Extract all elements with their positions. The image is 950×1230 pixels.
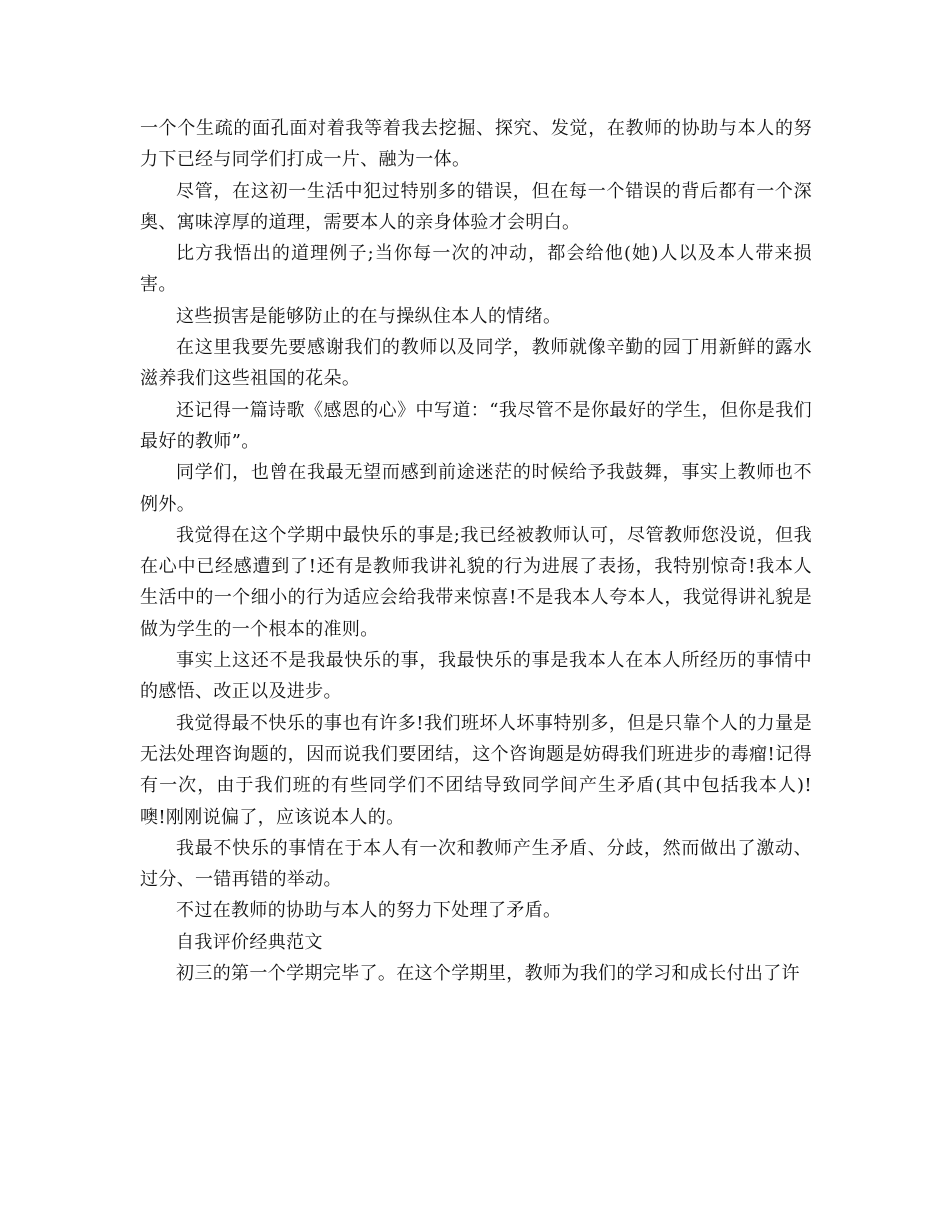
section-heading: 自我评价经典范文 [176, 931, 323, 953]
paragraph: 我觉得最不快乐的事也有许多!我们班坏人坏事特别多，但是只靠个人的力量是无法处理咨询题的，因而说我们要团结，这个咨询题是妨碍我们班进步的毒瘤!记得有一次，由于我们班的有些同学们不团结导致同学间产生矛盾(其中包括我本人)!噢!刚刚说偏了，应该说本人的。 [140, 712, 812, 828]
paragraph: 同学们，也曾在我最无望而感到前途迷茫的时候给予我鼓舞，事实上教师也不例外。 [140, 462, 812, 515]
paragraph: 我最不快乐的事情在于本人有一次和教师产生矛盾、分歧，然而做出了激动、过分、一错再错的举动。 [140, 837, 812, 891]
paragraph: 比方我悟出的道理例子;当你每一次的冲动，都会给他(她)人以及本人带来损害。 [140, 243, 812, 296]
paragraph: 这些损害是能够防止的在与操纵住本人的情绪。 [176, 305, 562, 327]
paragraph: 我觉得在这个学期中最快乐的事是;我已经被教师认可，尽管教师您没说，但我在心中已经感遭到了!还有是教师我讲礼貌的行为进展了表扬，我特别惊奇!我本人生活中的一个细小的行为适应会给我带来惊喜!不是我本人夸本人，我觉得讲礼貌是做为学生的一个根本的准则。 [140, 524, 812, 640]
document-body [140, 113, 812, 989]
paragraph: 初三的第一个学期完毕了。在这个学期里，教师为我们的学习和成长付出了许 [176, 963, 800, 985]
paragraph: 不过在教师的协助与本人的努力下处理了矛盾。 [176, 900, 562, 922]
paragraph: 事实上这还不是我最快乐的事，我最快乐的事是我本人在本人所经历的事情中的感悟、改正以及进步。 [140, 650, 812, 703]
paragraph: 在这里我要先要感谢我们的教师以及同学，教师就像辛勤的园丁用新鲜的露水滋养我们这些祖国的花朵。 [140, 337, 812, 390]
paragraph: 一个个生疏的面孔面对着我等着我去挖掘、探究、发觉，在教师的协助与本人的努力下已经与同学们打成一片、融为一体。 [140, 118, 812, 171]
paragraph: 尽管，在这初一生活中犯过特别多的错误，但在每一个错误的背后都有一个深奥、寓味淳厚的道理，需要本人的亲身体验才会明白。 [140, 180, 812, 233]
paragraph: 还记得一篇诗歌《感恩的心》中写道：“我尽管不是你最好的学生，但你是我们最好的教师”。 [140, 399, 812, 452]
